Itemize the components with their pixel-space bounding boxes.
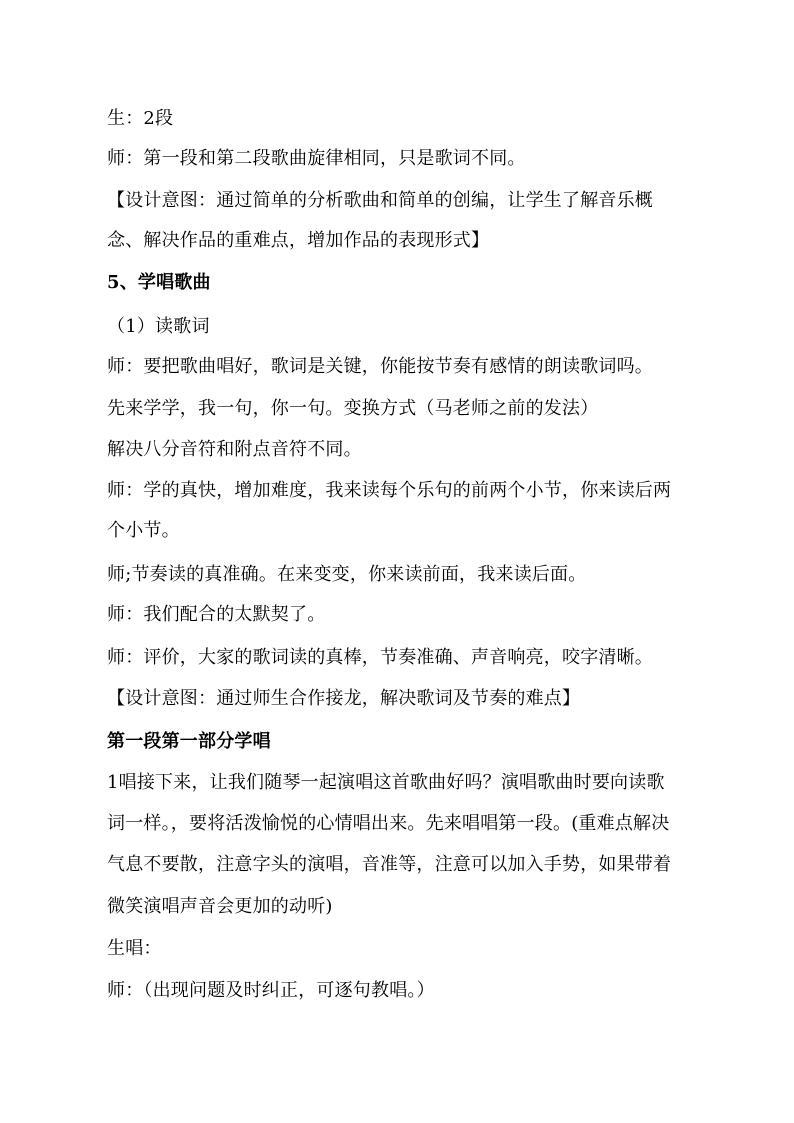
text-line: 师;节奏读的真准确。在来变变，你来读前面，我来读后面。: [107, 564, 587, 585]
text-line: 生唱：: [107, 938, 162, 959]
text-line: 1唱接下来，让我们随琴一起演唱这首歌曲好吗？演唱歌曲时要向读歌: [107, 772, 665, 793]
text-line: 师：我们配合的太默契了。: [107, 604, 326, 625]
text-line: 词一样。，要将活泼愉悦的心情唱出来。先来唱唱第一段。(重难点解决: [107, 813, 670, 834]
section-heading: 第一段第一部分学唱: [107, 731, 271, 752]
text-line: 念、解决作品的重难点，增加作品的表现形式】: [107, 230, 490, 251]
text-line: 【设计意图：通过师生合作接龙，解决歌词及节奏的难点】: [107, 688, 581, 709]
text-line: 师：第一段和第二段歌曲旋律相同，只是歌词不同。: [107, 148, 526, 169]
text-line: 生：2段: [107, 108, 174, 129]
section-heading: 5、学唱歌曲: [107, 272, 211, 293]
text-line: 【设计意图：通过简单的分析歌曲和简单的创编，让学生了解音乐概: [107, 190, 653, 211]
text-line: 先来学学，我一句，你一句。变换方式（马老师之前的发法）: [107, 398, 599, 419]
text-line: 师：学的真快，增加难度，我来读每个乐句的前两个小节，你来读后两: [107, 480, 672, 501]
text-line: 师：评价，大家的歌词读的真棒，节奏准确、声音响亮，咬字清晰。: [107, 647, 653, 668]
text-line: 气息不要散，注意字头的演唱，音准等，注意可以加入手势，如果带着: [107, 854, 672, 875]
text-line: 解决八分音符和附点音符不同。: [107, 439, 362, 460]
text-line: 师：要把歌曲唱好，歌词是关键，你能按节奏有感情的朗读歌词吗。: [107, 356, 653, 377]
text-line: 个小节。: [107, 520, 180, 541]
text-line: （1）读歌词: [107, 316, 210, 337]
text-line: 微笑演唱声音会更加的动听): [107, 896, 333, 917]
text-line: 师：（出现问题及时纠正，可逐句教唱。）: [107, 980, 435, 1001]
